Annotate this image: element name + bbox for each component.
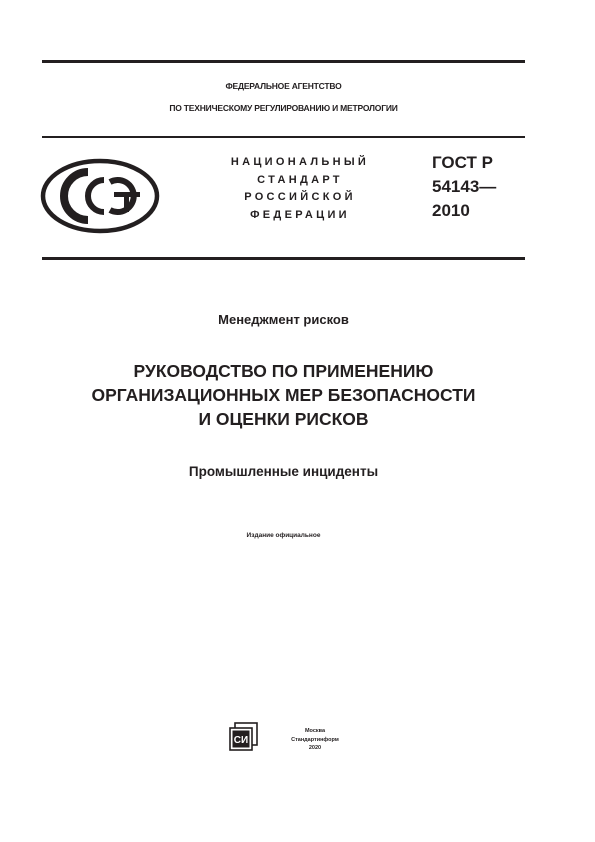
middle-rule [42,136,525,138]
bottom-rule [42,257,525,260]
top-rule [42,60,525,63]
title-line: И ОЦЕНКИ РИСКОВ [198,409,369,429]
rst-certification-logo-icon [40,158,160,234]
gost-line: ГОСТ Р [432,153,493,172]
agency-name-line2: ПО ТЕХНИЧЕСКОМУ РЕГУЛИРОВАНИЮ И МЕТРОЛОГИИ [169,103,398,113]
publisher-imprint [280,727,350,753]
national-line: РОССИЙСКОЙ [244,191,356,203]
document-title [42,359,525,431]
imprint-year: 2020 [308,745,322,751]
title-line: РУКОВОДСТВО ПО ПРИМЕНЕНИЮ [133,361,434,381]
agency-name-line1: ФЕДЕРАЛЬНОЕ АГЕНТСТВО [225,81,342,91]
gost-line: 54143— [432,177,497,196]
standartinform-logo-icon [229,722,259,752]
national-line: ФЕДЕРАЦИИ [250,208,350,221]
standartinform-logo-text: СИ [233,735,249,746]
document-subject: Менеджмент рисков [218,312,349,327]
document-subtitle: Промышленные инциденты [188,464,379,479]
national-standard-block [210,154,390,224]
gost-designation [432,151,496,223]
national-line: НАЦИОНАЛЬНЫЙ [230,156,370,168]
gost-line: 2010 [432,201,470,220]
imprint-city: Москва [304,728,326,734]
title-line: ОРГАНИЗАЦИОННЫХ МЕР БЕЗОПАСНОСТИ [91,385,476,405]
imprint-publisher: Стандартинформ [291,736,339,743]
edition-note: Издание официальное [246,532,321,539]
national-line: СТАНДАРТ [257,173,343,186]
